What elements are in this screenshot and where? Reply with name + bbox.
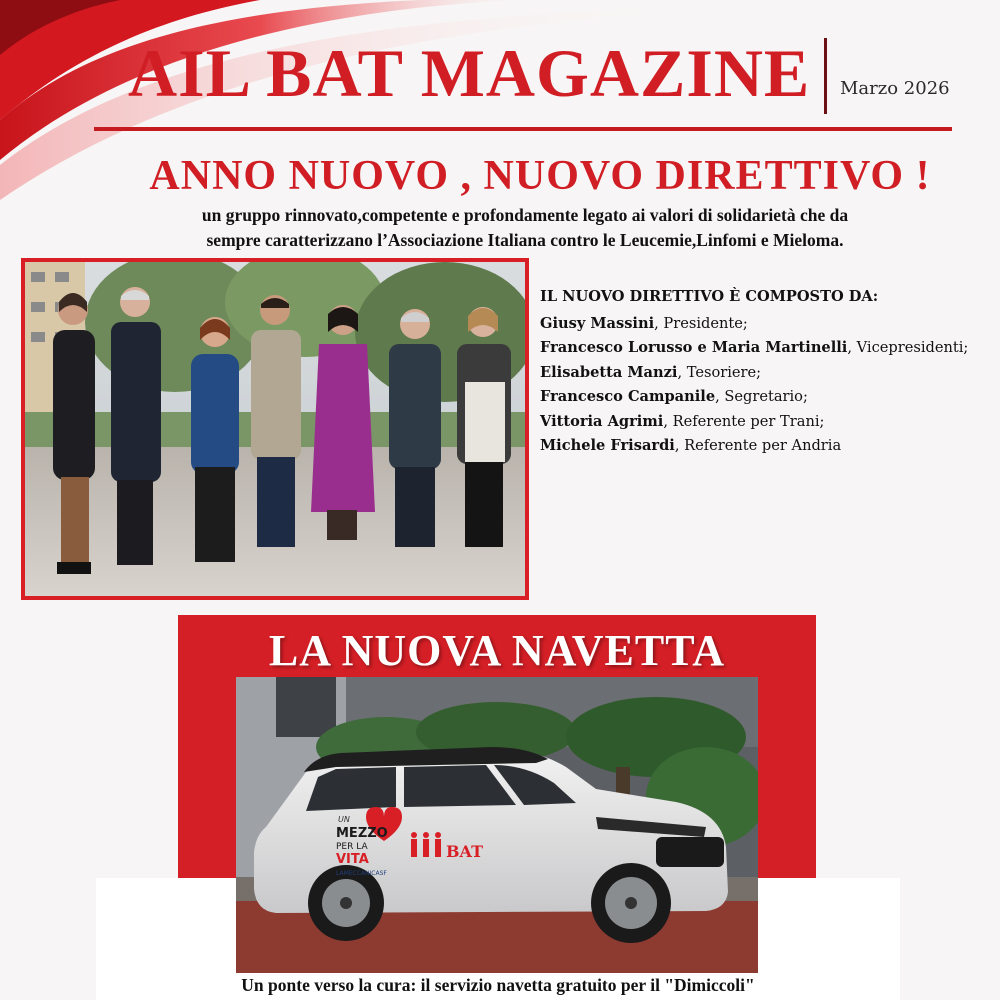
magazine-title: AIL BAT MAGAZINE (128, 35, 811, 111)
member-name: Elisabetta Manzi (540, 363, 678, 381)
board-member (540, 312, 990, 337)
group-photo-illustration (25, 262, 525, 596)
shuttle-photo-illustration (236, 677, 758, 973)
subtitle-line: un gruppo rinnovato,competente e profondamente legato ai valori di solidarietà che da (201, 205, 849, 225)
member-role: , Referente per Andria (674, 437, 842, 454)
subtitle-line: sempre caratterizzano l’Associazione Italiana contro le Leucemie,Linfomi e Mieloma. (206, 230, 844, 250)
member-role: , Tesoriere; (677, 363, 762, 381)
shuttle-caption: Un ponte verso la cura: il servizio navetta gratuito per il "Dimiccoli" (241, 975, 755, 995)
car-logo-text: VITA (336, 852, 369, 867)
member-name: Michele Frisardi (540, 437, 675, 454)
board-member (540, 361, 990, 386)
member-name: Vittoria Agrimi (540, 412, 664, 430)
car-logo-text: UN (338, 815, 350, 824)
board-list (540, 285, 990, 459)
member-role: , Referente per Trani; (663, 412, 825, 430)
group-photo (21, 258, 529, 600)
article-subtitle (80, 203, 970, 253)
board-member (540, 385, 990, 410)
board-member (540, 410, 990, 435)
car-logo-text: MEZZO (336, 826, 388, 841)
ail-logo-icon (411, 832, 441, 857)
masthead-rule (94, 127, 952, 131)
board-member (540, 336, 990, 361)
car-brand-text: BAT (446, 842, 483, 861)
shuttle-photo (236, 677, 758, 973)
member-role: , Vicepresidenti; (847, 339, 969, 356)
navetta-headline: LA NUOVA NAVETTA (268, 626, 726, 675)
member-role: , Presidente; (654, 314, 748, 332)
member-name: Francesco Lorusso e Maria Martinelli (540, 339, 848, 356)
member-role: , Segretario; (715, 388, 808, 405)
member-name: Francesco Campanile (540, 388, 716, 405)
issue-date: Marzo 2026 (840, 78, 950, 99)
title-divider (824, 38, 827, 114)
car-logo-text: PER LA (336, 842, 368, 852)
board-member (540, 434, 990, 459)
board-heading: IL NUOVO DIRETTIVO È COMPOSTO DA: (540, 288, 879, 305)
member-name: Giusy Massini (540, 314, 655, 332)
car-sponsor-text: LAMECCANICASF (336, 870, 387, 877)
masthead (0, 34, 1000, 114)
article-headline: ANNO NUOVO , NUOVO DIRETTIVO ! (149, 153, 931, 199)
